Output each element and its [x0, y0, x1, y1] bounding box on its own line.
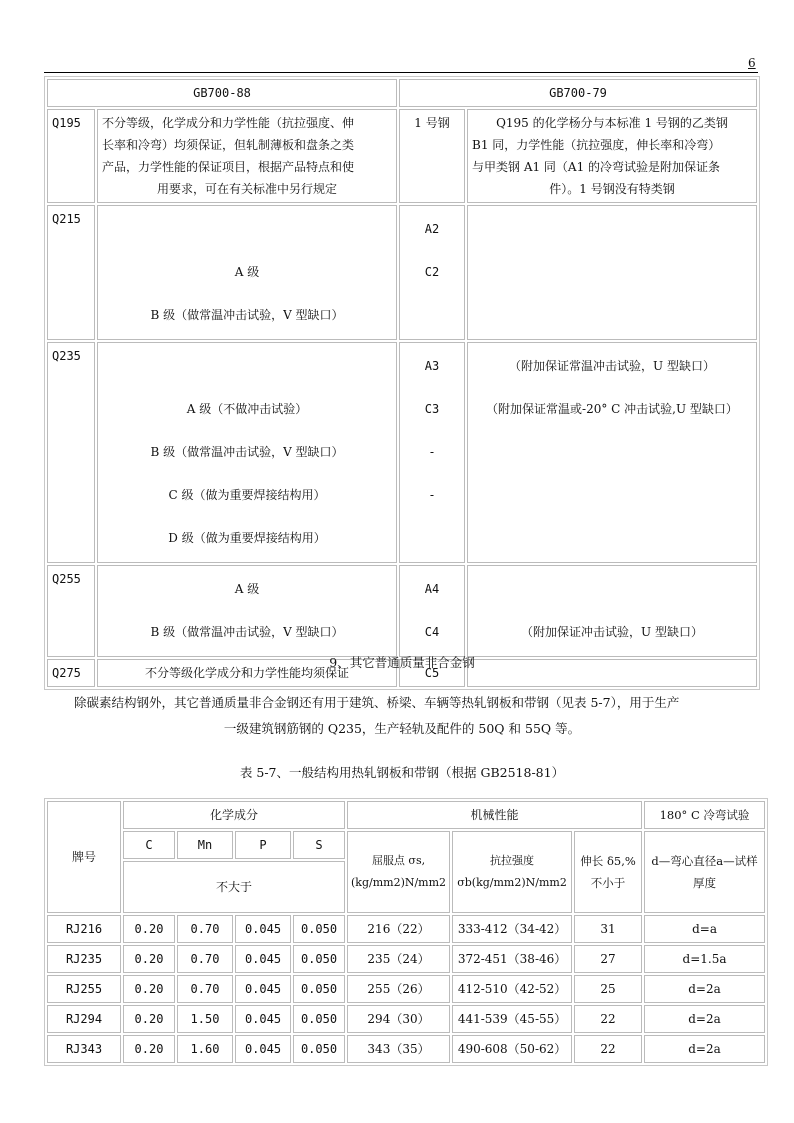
- note-cell: （附加保证常温冲击试验，U 型缺口） （附加保证常温或-20° C 冲击试验,U 型缺口）: [467, 342, 757, 563]
- note-cell: （附加保证冲击试验，U 型缺口）: [467, 565, 757, 657]
- cell-s: 0.050: [293, 1005, 345, 1033]
- hot-rolled-steel-table: [44, 798, 768, 1066]
- cell-p: 0.045: [235, 1035, 291, 1063]
- header-gb700-88: GB700-88: [47, 79, 397, 107]
- cell-yield: 343（35）: [347, 1035, 450, 1063]
- table-row: [47, 975, 765, 1003]
- table-row: [47, 342, 757, 563]
- cell-grade: RJ255: [47, 975, 121, 1003]
- cell-bend: d=2a: [644, 1035, 765, 1063]
- cell-p: 0.045: [235, 945, 291, 973]
- header-s: S: [293, 831, 345, 859]
- cell-grade: RJ294: [47, 1005, 121, 1033]
- old-grade-cell: A3 C3 - -: [399, 342, 465, 563]
- page-number: 6: [748, 56, 756, 70]
- header-mechanical: 机械性能: [347, 801, 642, 829]
- header-rule: [44, 72, 758, 73]
- cell-mn: 0.70: [177, 945, 233, 973]
- grade-comparison-table: [44, 76, 760, 690]
- table-row: [47, 565, 757, 657]
- header-tensile: 抗拉强度σb(kg/mm2)N/mm2: [452, 831, 572, 913]
- cell-c: 0.20: [123, 1005, 175, 1033]
- cell-bend: d=a: [644, 915, 765, 943]
- cell-mn: 0.70: [177, 915, 233, 943]
- table-row: [47, 945, 765, 973]
- cell-yield: 235（24）: [347, 945, 450, 973]
- cell-s: 0.050: [293, 975, 345, 1003]
- grade-cell: Q195: [47, 109, 95, 203]
- cell-p: 0.045: [235, 1005, 291, 1033]
- cell-c: 0.20: [123, 915, 175, 943]
- cell-p: 0.045: [235, 975, 291, 1003]
- cell-s: 0.050: [293, 1035, 345, 1063]
- cell-yield: 255（26）: [347, 975, 450, 1003]
- cell-elongation: 22: [574, 1005, 642, 1033]
- cell-tensile: 412-510（42-52）: [452, 975, 572, 1003]
- table-row: [47, 205, 757, 340]
- header-elongation: 伸长 δ5,%不小于: [574, 831, 642, 913]
- cell-yield: 294（30）: [347, 1005, 450, 1033]
- old-grade-cell: A2 C2: [399, 205, 465, 340]
- header-not-more-than: 不大于: [123, 861, 345, 913]
- cell-mn: 1.50: [177, 1005, 233, 1033]
- grade-cell: Q215: [47, 205, 95, 340]
- cell-tensile: 333-412（34-42）: [452, 915, 572, 943]
- cell-tensile: 372-451（38-46）: [452, 945, 572, 973]
- cell-elongation: 25: [574, 975, 642, 1003]
- grade-cell: Q235: [47, 342, 95, 563]
- cell-c: 0.20: [123, 1035, 175, 1063]
- paragraph-line: 一级建筑钢筋钢的 Q235，生产轻轨及配件的 50Q 和 55Q 等。: [223, 721, 581, 736]
- header-bend-test: 180° C 冷弯试验: [644, 801, 765, 829]
- cell-tensile: 441-539（45-55）: [452, 1005, 572, 1033]
- grade-cell: Q275: [47, 659, 95, 687]
- paragraph-line: 除碳素结构钢外，其它普通质量非合金钢还有用于建筑、桥梁、车辆等热轧钢板和带钢（见表 5-7），用于生产: [74, 695, 680, 710]
- header-p: P: [235, 831, 291, 859]
- old-grade-cell: 1 号钢: [399, 109, 465, 203]
- note-cell: Q195 的化学杨分与本标准 1 号钢的乙类钢 B1 同，力学性能（抗拉强度，伸长率和冷弯） 与甲类钢 A1 同（A1 的冷弯试验是附加保证条 件）。1 号钢没有特类钢: [467, 109, 757, 203]
- cell-elongation: 27: [574, 945, 642, 973]
- cell-c: 0.20: [123, 975, 175, 1003]
- desc-cell: A 级（不做冲击试验） B 级（做常温冲击试验，V 型缺口） C 级（做为重要焊接结构用） D 级（做为重要焊接结构用）: [97, 342, 397, 563]
- cell-bend: d=1.5a: [644, 945, 765, 973]
- section-title: 9、其它普通质量非合金钢: [329, 655, 475, 670]
- header-gb700-79: GB700-79: [399, 79, 757, 107]
- cell-yield: 216（22）: [347, 915, 450, 943]
- header-yield: 屈服点 σs,(kg/mm2)N/mm2: [347, 831, 450, 913]
- header-mn: Mn: [177, 831, 233, 859]
- header-grade: 牌号: [47, 801, 121, 913]
- desc-cell: 不分等级，化学成分和力学性能（抗拉强度、伸 长率和冷弯）均须保证，但轧制薄板和盘条之类 产品，力学性能的保证项目，根据产品特点和使 用要求，可在有关标准中另行规定: [97, 109, 397, 203]
- cell-tensile: 490-608（50-62）: [452, 1035, 572, 1063]
- cell-elongation: 31: [574, 915, 642, 943]
- table-row: [47, 1035, 765, 1063]
- header-bend-detail: d—弯心直径a—试样厚度: [644, 831, 765, 913]
- table-row: [47, 109, 757, 203]
- cell-grade: RJ216: [47, 915, 121, 943]
- grade-cell: Q255: [47, 565, 95, 657]
- header-c: C: [123, 831, 175, 859]
- desc-cell: 不分等级化学成分和力学性能均须保证: [97, 659, 397, 687]
- cell-mn: 0.70: [177, 975, 233, 1003]
- cell-bend: d=2a: [644, 1005, 765, 1033]
- cell-p: 0.045: [235, 915, 291, 943]
- cell-mn: 1.60: [177, 1035, 233, 1063]
- cell-c: 0.20: [123, 945, 175, 973]
- header-chemical: 化学成分: [123, 801, 345, 829]
- cell-grade: RJ343: [47, 1035, 121, 1063]
- table-caption: 表 5-7、一般结构用热轧钢板和带钢（根据 GB2518-81）: [239, 765, 565, 780]
- old-grade-cell: A4 C4: [399, 565, 465, 657]
- desc-cell: A 级 B 级（做常温冲击试验，V 型缺口）: [97, 565, 397, 657]
- table-row: [47, 915, 765, 943]
- desc-cell: A 级 B 级（做常温冲击试验，V 型缺口）: [97, 205, 397, 340]
- cell-s: 0.050: [293, 945, 345, 973]
- table-row: [47, 1005, 765, 1033]
- cell-s: 0.050: [293, 915, 345, 943]
- body-paragraph: [44, 690, 760, 742]
- cell-grade: RJ235: [47, 945, 121, 973]
- old-grade-cell: C5: [399, 659, 465, 687]
- cell-bend: d=2a: [644, 975, 765, 1003]
- note-cell: [467, 205, 757, 340]
- cell-elongation: 22: [574, 1035, 642, 1063]
